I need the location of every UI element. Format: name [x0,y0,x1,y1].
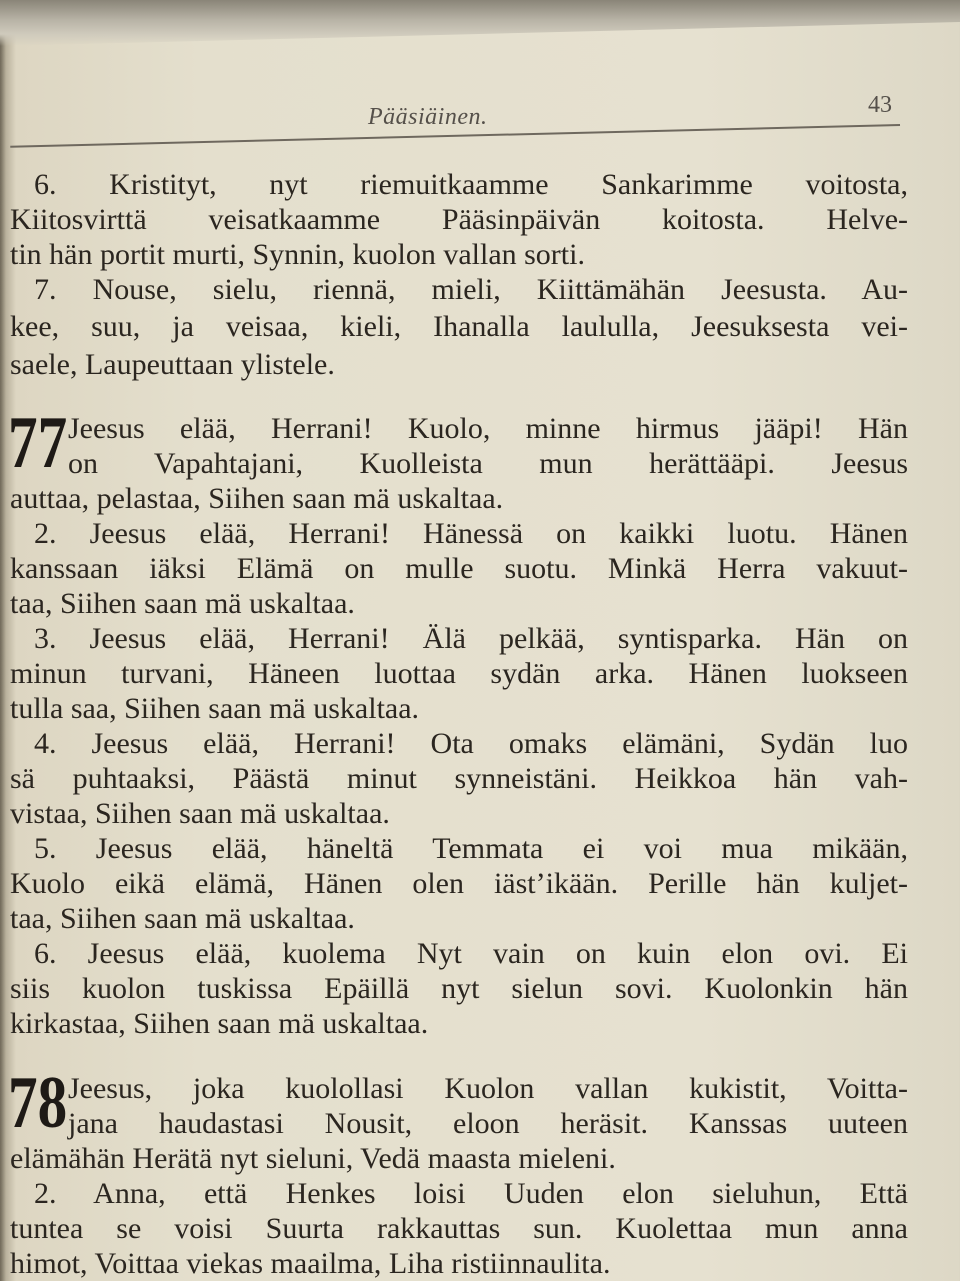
text-line: 2. Anna, että Henkes loisi Uuden elon sieluhun, Että [34,1177,908,1210]
text-line: saele, Laupeuttaan ylistele. [10,348,335,381]
facing-page-edge [0,0,960,46]
text-line: vistaa, Siihen saan mä uskaltaa. [10,797,390,830]
text-line: Kuolo eikä elämä, Hänen olen iäst’ikään. Perille hän kuljet- [10,867,908,900]
page-number: 43 [868,92,892,118]
text-line: kanssaan iäksi Elämä on mulle suotu. Minkä Herra vakuut- [10,552,908,585]
text-line: elämähän Herätä nyt sieluni, Vedä maasta mieleni. [10,1142,616,1175]
text-line: 7. Nouse, sielu, riennä, mieli, Kiittämähän Jeesusta. Au- [34,273,908,306]
text-line: tin hän portit murti, Synnin, kuolon vallan sorti. [10,238,585,271]
text-line: tulla saa, Siihen saan mä uskaltaa. [10,692,420,725]
hymn-number: 77 [8,402,68,484]
text-line: Kiitosvirttä veisatkaamme Pääsinpäivän koitosta. Helve- [10,203,908,236]
hymn-number: 78 [8,1062,68,1144]
text-line: auttaa, pelastaa, Siihen saan mä uskaltaa. [10,482,504,515]
text-line: siis kuolon tuskissa Epäillä nyt sielun sovi. Kuolonkin hän [10,972,908,1005]
text-line: on Vapahtajani, Kuolleista mun herättääpi. Jeesus [68,447,908,480]
text-line: kirkastaa, Siihen saan mä uskaltaa. [10,1007,429,1040]
text-line: 2. Jeesus elää, Herrani! Hänessä on kaikki luotu. Hänen [34,517,908,550]
text-line: sä puhtaaksi, Päästä minut synneistäni. Heikkoa hän vah- [10,762,908,795]
text-line: 6. Jeesus elää, kuolema Nyt vain on kuin elon ovi. Ei [34,937,908,970]
text-line: kee, suu, ja veisaa, kieli, Ihanalla laululla, Jeesuksesta vei- [10,310,908,343]
text-line: Jeesus, joka kuolollasi Kuolon vallan kukistit, Voitta- [68,1072,908,1105]
text-line: taa, Siihen saan mä uskaltaa. [10,587,355,620]
text-line: jana haudastasi Nousit, eloon heräsit. Kanssas uuteen [68,1107,908,1140]
running-title: Pääsiäinen. [368,104,488,130]
text-line: taa, Siihen saan mä uskaltaa. [10,902,355,935]
text-line: Jeesus elää, Herrani! Kuolo, minne hirmus jääpi! Hän [68,412,908,445]
text-line: minun turvani, Häneen luottaa sydän arka. Hänen luokseen [10,657,908,690]
text-line: 4. Jeesus elää, Herrani! Ota omaks elämäni, Sydän luo [34,727,908,760]
text-line: 6. Kristityt, nyt riemuitkaamme Sankarimme voitosta, [34,168,908,201]
text-line: himot, Voittaa viekas maailma, Liha ristiinnaulita. [10,1247,611,1280]
text-line: 3. Jeesus elää, Herrani! Älä pelkää, syntisparka. Hän on [34,622,908,655]
text-line: tuntea se voisi Suurta rakkauttas sun. Kuolettaa mun anna [10,1212,908,1245]
text-line: 5. Jeesus elää, häneltä Temmata ei voi mua mikään, [34,832,908,865]
